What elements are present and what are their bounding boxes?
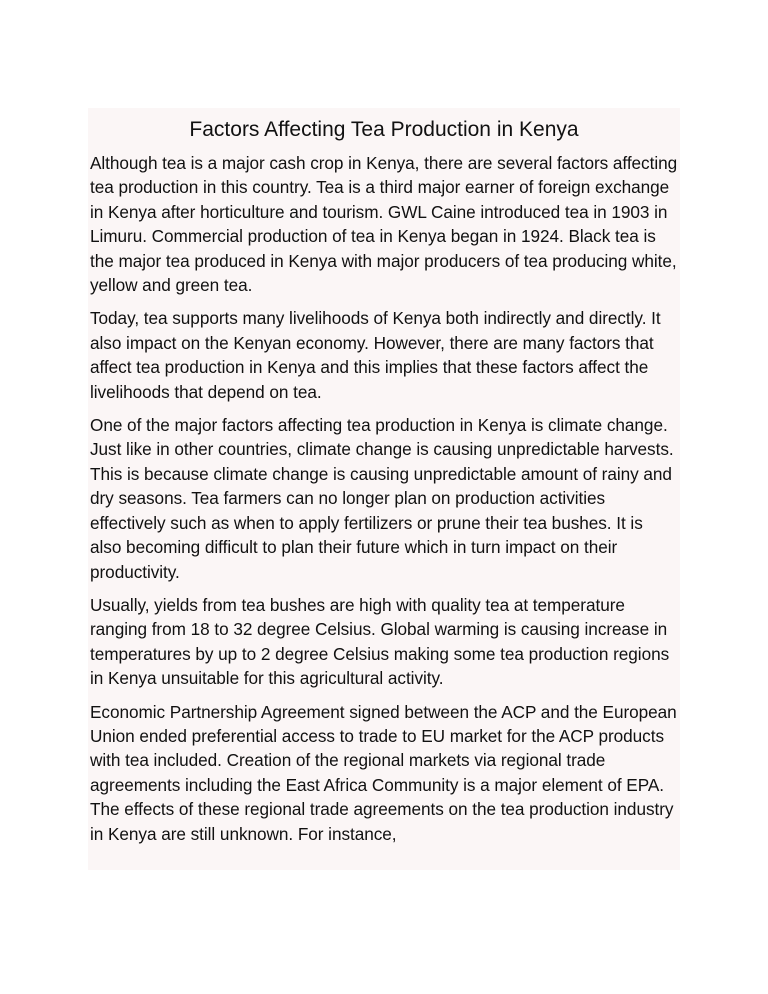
document-title: Factors Affecting Tea Production in Kenya bbox=[189, 118, 579, 141]
paragraph-trade-agreements: Economic Partnership Agreement signed between the ACP and the European Union ended preferential access to trade to EU market for the ACP products with tea included. Creation of the regional markets via regional trade agreements including the East Africa Community is a major element of EPA. The effects of these regional trade agreements on the tea production industry in Kenya are still unknown. For instance, bbox=[90, 701, 677, 844]
paragraph-climate-change: One of the major factors affecting tea production in Kenya is climate change. Just like in other countries, climate change is causing unpredictable harvests. This is because climate change is causing unpredictable amount of rainy and dry seasons. Tea farmers can no longer plan on production activities effectively such as when to apply fertilizers or prune their tea bushes. It is also becoming difficult to plan their future which in turn impact on their productivity. bbox=[90, 415, 674, 582]
paragraph-livelihoods: Today, tea supports many livelihoods of Kenya both indirectly and directly. It also impact on the Kenyan economy. However, there are many factors that affect tea production in Kenya and this implies that these factors affect the livelihoods that depend on tea. bbox=[90, 308, 661, 402]
paragraph-temperature: Usually, yields from tea bushes are high with quality tea at temperature ranging from 18 to 32 degree Celsius. Global warming is causing increase in temperatures by up to 2 degree Celsius making some tea production regions in Kenya unsuitable for this agricultural activity. bbox=[90, 594, 670, 689]
document-content bbox=[88, 108, 680, 870]
paragraph-intro: Although tea is a major cash crop in Kenya, there are several factors affecting tea production in this country. Tea is a third major earner of foreign exchange in Kenya after horticulture and tourism. GWL Caine introduced tea in 1903 in Limuru. Commercial production of tea in Kenya began in 1924. Black tea is the major tea produced in Kenya with major producers of tea producing white, yellow and green tea. bbox=[90, 153, 678, 296]
